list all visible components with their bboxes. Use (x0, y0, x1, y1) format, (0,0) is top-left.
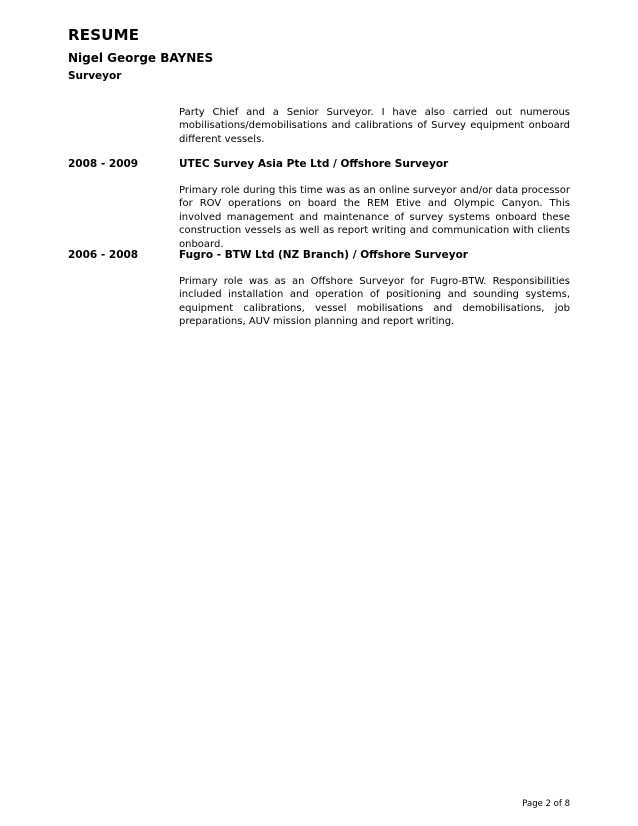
entry-heading: Fugro - BTW Ltd (NZ Branch) / Offshore Surveyor (179, 249, 468, 261)
entry-dates: 2008 - 2009 (68, 158, 139, 170)
candidate-name: Nigel George BAYNES (68, 51, 214, 65)
entry-description: Primary role was as an Offshore Surveyor for Fugro-BTW. Responsibilities included installation and operation of positioning and sounding systems, equipment calibrations, vessel mobilisations and demobilisations, job preparations, AUV mission planning and report writing. (179, 276, 570, 328)
entry-description: Primary role during this time was as an online surveyor and/or data processor for ROV operations on board the REM Etive and Olympic Canyon. This involved management and maintenance of survey systems onboard these construction vessels as well as report writing and communication with clients onboard. (179, 185, 570, 250)
document-title: RESUME (68, 26, 140, 44)
candidate-role: Surveyor (68, 70, 122, 82)
entry-heading: UTEC Survey Asia Pte Ltd / Offshore Surveyor (179, 158, 449, 170)
intro-paragraph: Party Chief and a Senior Surveyor. I have also carried out numerous mobilisations/demobilisations and calibrations of Survey equipment onboard different vessels. (179, 107, 570, 145)
entry-dates: 2006 - 2008 (68, 249, 139, 261)
page-number: Page 2 of 8 (522, 799, 570, 809)
